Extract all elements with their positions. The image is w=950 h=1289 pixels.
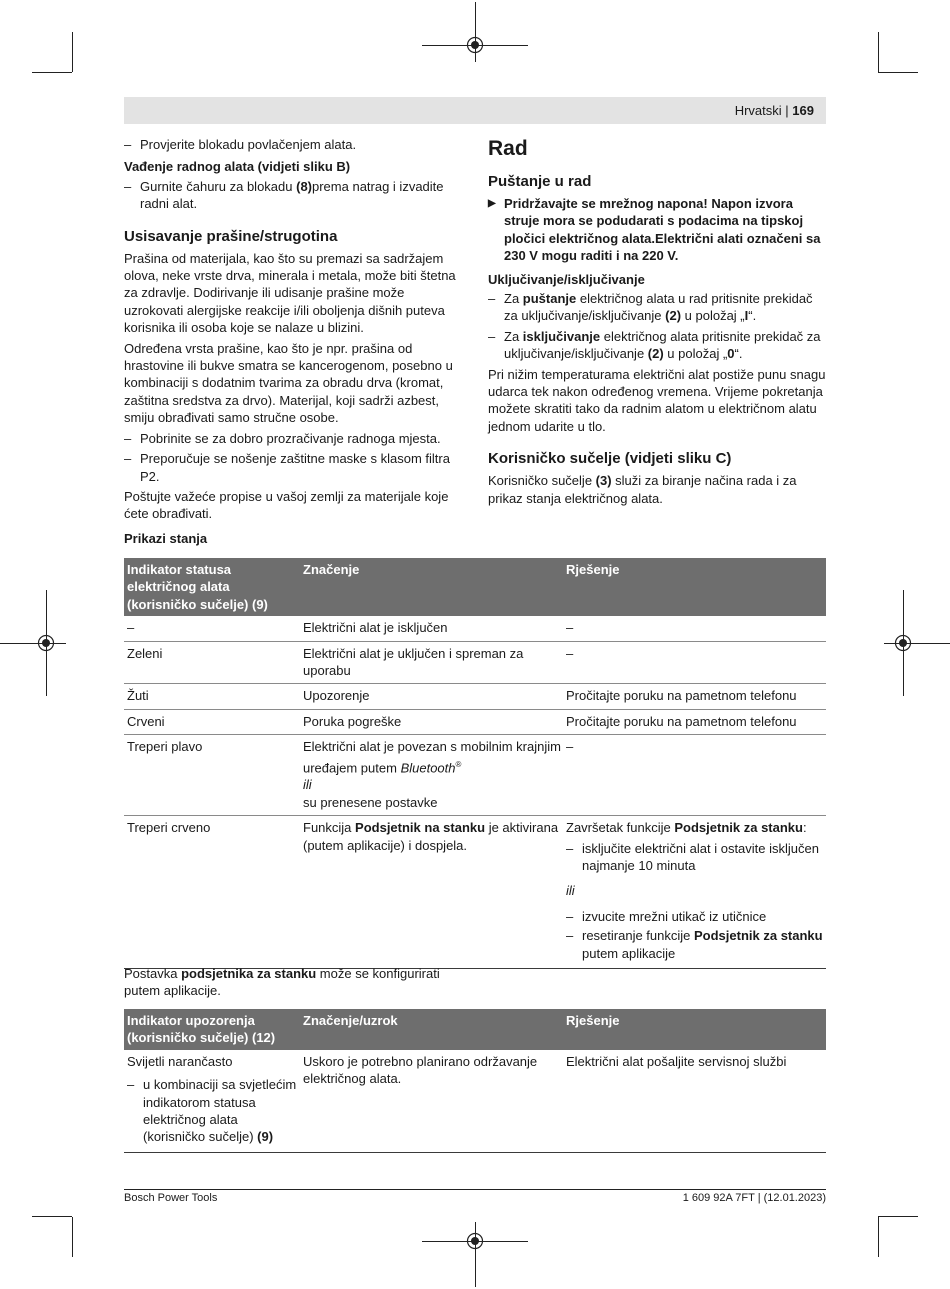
footer-brand: Bosch Power Tools [124, 1192, 218, 1204]
table-row [124, 616, 826, 641]
indicator-cell: Treperi plavo [124, 735, 300, 816]
header-text [735, 103, 814, 118]
warning-table [124, 1009, 826, 1153]
dust-paragraph-2: Određena vrsta prašine, kao što je npr. prašina od hrastovine ili bukve smatra se kancerogenom, posebno u kombinaciji s dodatnim tvarima za obradu drva (kromat, zaštitna sredstva za drvo). Materijal, koji sadrži azbest, smiju obrađivati samo stručne osobe. [124, 340, 453, 426]
registration-mark-icon [466, 1232, 484, 1250]
registration-mark-icon [37, 634, 55, 652]
solution-cell: Završetak funkcije Podsjetnik za stanku: – isključite električni alat i ostavite isključen najmanje 10 minuta ili – izvucite mrežni utikač iz utičnice – resetiranje funkcije Podsjetnik za stanku putem aplikacije [563, 816, 826, 969]
registration-mark-icon [894, 634, 912, 652]
header-cell: Značenje/uzrok [300, 1009, 563, 1050]
footer-divider [124, 1189, 826, 1190]
check-item: – Provjerite blokadu povlačenjem alata. [124, 136, 464, 153]
table-row [124, 735, 826, 816]
meaning-cell: Uskoro je potrebno planirano održavanje električnog alata. [300, 1050, 563, 1153]
header-cell: Značenje [300, 558, 563, 616]
header-cell: Rješenje [563, 1009, 826, 1050]
meaning-cell: Električni alat je uključen i spreman za uporabu [300, 641, 563, 684]
header-cell: Rješenje [563, 558, 826, 616]
status-table [124, 558, 826, 969]
status-table-caption: Prikazi stanja [124, 531, 208, 546]
config-note: Postavka podsjetnika za stanku može se konfigurirati putem aplikacije. [124, 966, 440, 999]
removal-item: – Gurnite čahuru za blokadu (8)prema natrag i izvadite radni alat. [124, 178, 464, 213]
table-row [124, 684, 826, 709]
dust-paragraph-3: Poštujte važeće propise u vašoj zemlji za materijale koje ćete obrađivati. [124, 488, 449, 522]
temperature-paragraph: Pri nižim temperaturama električni alat postiže punu snagu udarca tek nakon određenog vremena. Vrijeme pokretanja možete skratiti tako da radnim alatom u električnom alatu jednom udarite u tlo. [488, 366, 826, 434]
solution-cell: – [563, 735, 826, 816]
header-cell: Indikator upozorenja (korisničko sučelje) (12) [124, 1009, 300, 1050]
indicator-cell: Crveni [124, 709, 300, 734]
meaning-cell: Električni alat je povezan s mobilnim krajnjim uređajem putem Bluetooth® ili su prenesene postavke [300, 735, 563, 816]
table-header-row [124, 558, 826, 616]
solution-cell: – [563, 641, 826, 684]
voltage-warning: ▶ Pridržavajte se mrežnog napona! Napon izvora struje mora se podudarati s podacima na tipskoj pločici električnog alata.Električni alati označeni sa 230 V mogu raditi i na 220 V. [488, 195, 826, 265]
ui-heading: Korisničko sučelje (vidjeti sliku C) [488, 450, 732, 468]
solution-cell: Pročitajte poruku na pametnom telefonu [563, 709, 826, 734]
removal-heading: Vađenje radnog alata (vidjeti sliku B) [124, 159, 351, 175]
header-cell: Indikator statusa električnog alata (korisničko sučelje) (9) [124, 558, 300, 616]
solution-cell: Pročitajte poruku na pametnom telefonu [563, 684, 826, 709]
registration-mark-icon [466, 36, 484, 54]
indicator-cell: Svijetli narančasto – u kombinaciji sa svjetlećim indikatorom statusa električnog alata (korisničko sučelje) (9) [124, 1050, 300, 1153]
left-column [124, 136, 464, 526]
solution-cell: Električni alat pošaljite servisnoj službi [563, 1050, 826, 1153]
meaning-cell: Poruka pogreške [300, 709, 563, 734]
switch-on-item: – Za puštanje električnog alata u rad pritisnite prekidač za uključivanje/isključivanje (2) u položaj „I“. [488, 290, 826, 325]
start-heading: Puštanje u rad [488, 173, 592, 190]
dust-heading: Usisavanje prašine/strugotina [124, 227, 338, 245]
indicator-cell: Žuti [124, 684, 300, 709]
page-header [124, 97, 826, 124]
meaning-cell: Električni alat je isključen [300, 616, 563, 641]
right-column [488, 136, 826, 510]
meaning-cell: Upozorenje [300, 684, 563, 709]
meaning-cell: Funkcija Podsjetnik na stanku je aktivirana (putem aplikacije) i dospjela. [300, 816, 563, 969]
dust-item-2: – Preporučuje se nošenje zaštitne maske s klasom filtra P2. [124, 450, 464, 485]
ui-paragraph: Korisničko sučelje (3) služi za biranje načina rada i za prikaz stanja električnog alata. [488, 473, 797, 506]
dust-paragraph-1: Prašina od materijala, kao što su premazi sa sadržajem olova, neke vrste drva, minerala i metala, može biti štetna za zdravlje. Dodirivanje ili udisanje prašine može uzrokovati alergijske reakcije i/ili oboljenja dišnih puteva korisnika ili osoba koje se nalaze u blizini. [124, 250, 456, 336]
onoff-heading: Uključivanje/isključivanje [488, 271, 645, 287]
table-header-row [124, 1009, 826, 1050]
table-row [124, 1050, 826, 1153]
indicator-cell: – [124, 616, 300, 641]
indicator-cell: Treperi crveno [124, 816, 300, 969]
header-language: Hrvatski [734, 103, 782, 118]
solution-cell: – [563, 616, 826, 641]
table-row [124, 641, 826, 684]
switch-off-item: – Za isključivanje električnog alata pritisnite prekidač za uključivanje/isključivanje (2) u položaj „0“. [488, 328, 826, 363]
table-row [124, 816, 826, 969]
section-title: Rad [488, 137, 528, 160]
footer-doc-id: 1 609 92A 7FT | (12.01.2023) [682, 1192, 826, 1204]
indicator-cell: Zeleni [124, 641, 300, 684]
header-separator: | [785, 103, 789, 118]
page-number: 169 [792, 103, 814, 118]
dust-item-1: – Pobrinite se za dobro prozračivanje radnoga mjesta. [124, 430, 464, 447]
table-row [124, 709, 826, 734]
